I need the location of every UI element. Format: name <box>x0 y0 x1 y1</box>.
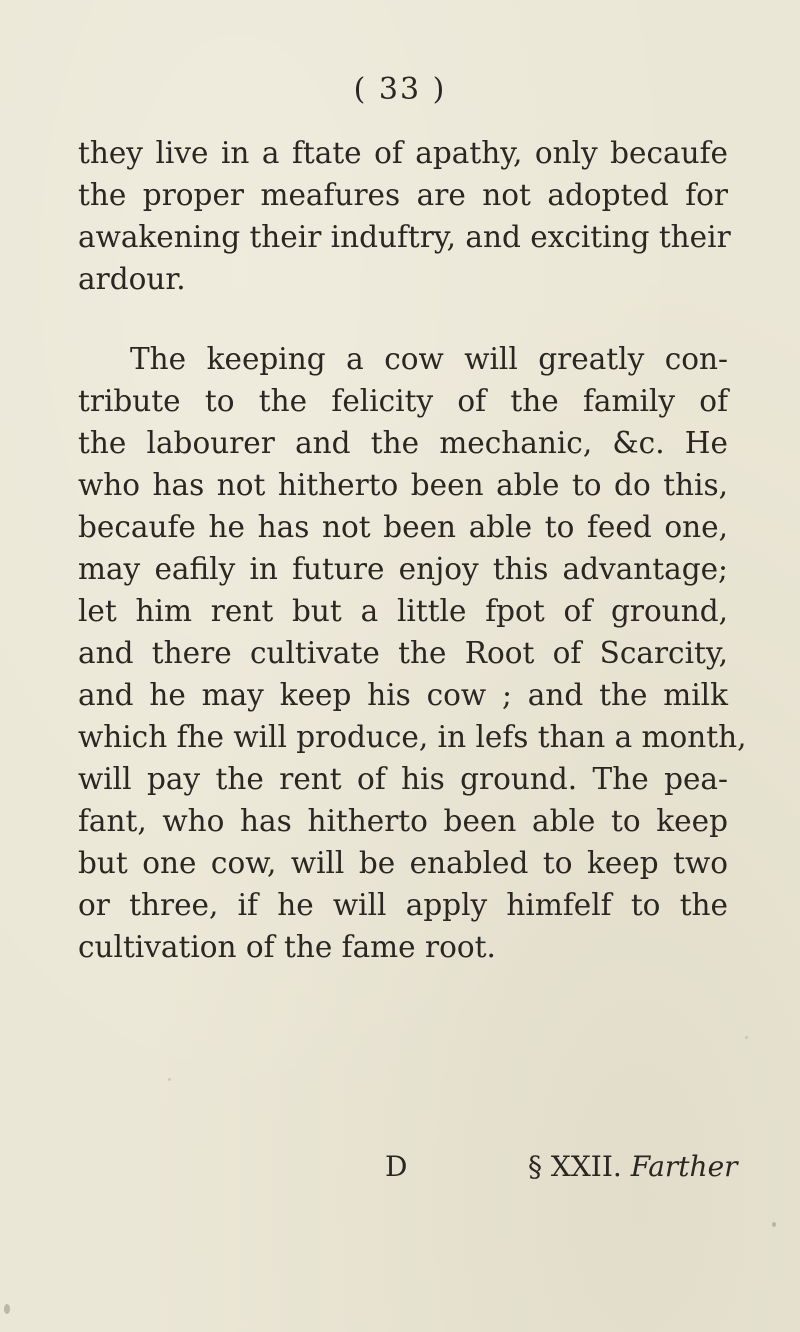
text-line: but one cow, will be enabled to keep two <box>78 846 728 880</box>
paper-speck <box>4 1304 10 1314</box>
catchword <box>528 1150 738 1183</box>
text-line: or three, if he will apply himfelf to the <box>78 888 728 922</box>
catchword-section: § XXII. <box>528 1150 622 1183</box>
text-line: they live in a ftate of apathy, only becaufe <box>78 136 728 170</box>
text-line: cultivation of the fame root. <box>78 930 496 964</box>
paragraph-2 <box>78 338 747 968</box>
text-line: ardour. <box>78 262 186 296</box>
text-line: becaufe he has not been able to feed one, <box>78 510 728 544</box>
text-line: may eafily in future enjoy this advantage; <box>78 552 728 586</box>
text-line: The keeping a cow will greatly con- <box>130 342 728 376</box>
paper-speck <box>168 1078 171 1081</box>
text-line: will pay the rent of his ground. The pea- <box>78 762 728 796</box>
catchword-word: Farther <box>630 1150 738 1183</box>
text-line: and there cultivate the Root of Scarcity, <box>78 636 728 670</box>
page-footer <box>0 1150 800 1190</box>
text-line: and he may keep his cow ; and the milk <box>78 678 728 712</box>
paper-speck <box>745 1036 748 1039</box>
signature-mark: D <box>385 1150 408 1183</box>
page-number-header: ( 33 ) <box>353 72 447 107</box>
text-line: let him rent but a little fpot of ground, <box>78 594 728 628</box>
text-line: the proper meafures are not adopted for <box>78 178 728 212</box>
text-line: who has not hitherto been able to do this, <box>78 468 728 502</box>
text-line: which fhe will produce, in lefs than a month, <box>78 720 747 754</box>
paragraph-1 <box>78 132 731 300</box>
text-line: awakening their induftry, and exciting their <box>78 220 731 254</box>
text-line: tribute to the felicity of the family of <box>78 384 728 418</box>
paper-speck <box>772 1222 776 1227</box>
text-line: fant, who has hitherto been able to keep <box>78 804 728 838</box>
text-line: the labourer and the mechanic, &c. He <box>78 426 728 460</box>
